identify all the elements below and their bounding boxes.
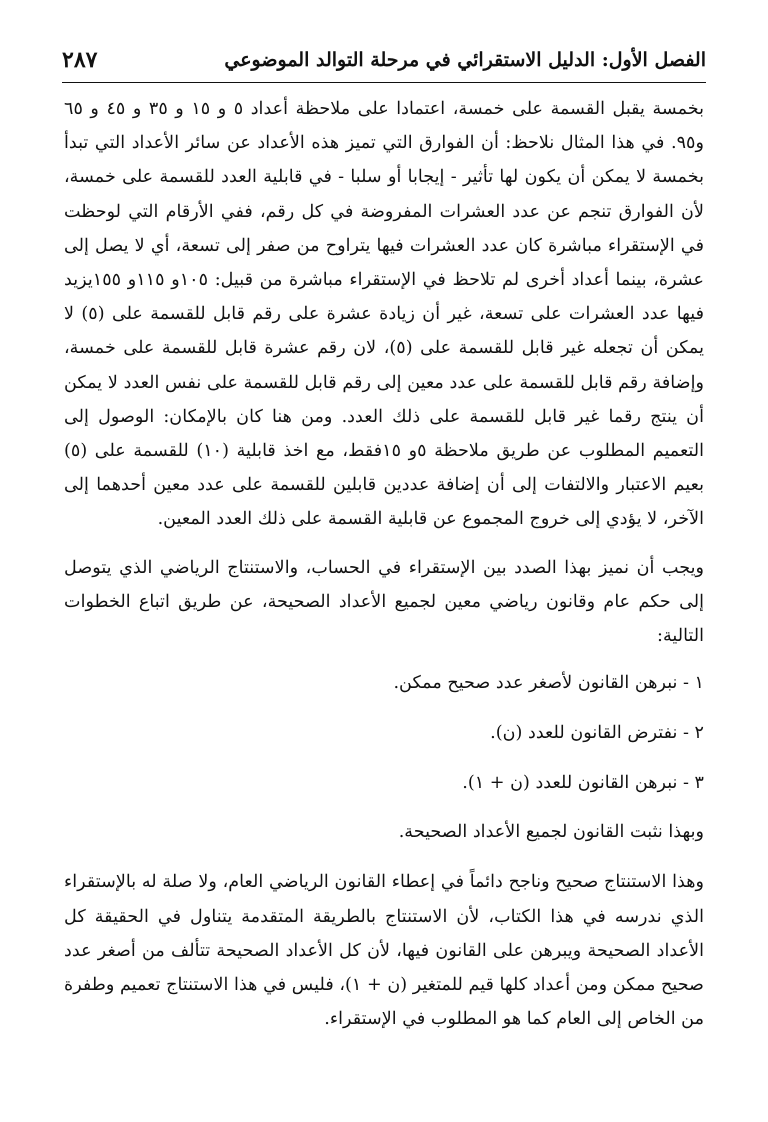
step-item-2: ٢ - نفترض القانون للعدد (ن). — [490, 723, 704, 744]
step-item-1: ١ - نبرهن القانون لأصغر عدد صحيح ممكن. — [393, 673, 704, 694]
paragraph-4: وهذا الاستنتاج صحيح وناجح دائماً في إعطاء القانون الرياضي العام، ولا صلة له بالإستقراء الذي ندرسه في هذا الكتاب، لأن الاستنتاج بالطريقة المتقدمة يتناول في الحقيقة كل الأعداد الصحيحة ويبرهن على القانون فيها، لأن كل الأعداد الصحيحة تتألف من أصغر عدد صحيح ممكن ومن أعداد كلها قيم للمتغير (ن + ١)، فليس في هذا الاستنتاج تعميم وطفرة من الخاص إلى العام كما هو المطلوب في الإستقراء. — [64, 872, 704, 1030]
step-item-3: ٣ - نبرهن القانون للعدد (ن + ١). — [462, 773, 704, 794]
paragraph-2: ويجب أن نميز بهذا الصدد بين الإستقراء في الحساب، والاستنتاج الرياضي الذي يتوصل إلى حكم عام وقانون رياضي معين لجميع الأعداد الصحيحة، عن طريق اتباع الخطوات التالية: — [64, 557, 704, 647]
page-number: ٢٨٧ — [62, 47, 98, 73]
steps-list — [64, 665, 704, 801]
chapter-title: الفصل الأول: الدليل الاستقرائي في مرحلة التوالد الموضوعي — [224, 49, 706, 71]
page-body — [64, 92, 704, 1036]
paragraph-1: بخمسة يقبل القسمة على خمسة، اعتمادا على ملاحظة أعداد ٥ و ١٥ و ٣٥ و ٤٥ و ٦٥ و٩٥. في هذا المثال نلاحظ: أن الفوارق التي تميز هذه الأعداد عن سائر الأعداد التي تبدأ بخمسة لا يمكن أن يكون لها تأثير - إيجابا أو سلبا - في قابلية العدد للقسمة على خمسة، لأن الفوارق تنجم عن عدد العشرات المفروضة في كل رقم، ففي الأرقام التي لوحظت في الإستقراء مباشرة كان عدد العشرات فيها يتراوح من صفر إلى تسعة، أي لا يصل إلى عشرة، بينما أعداد أخرى لم تلاحظ في الإستقراء مباشرة من قبيل: ١٠٥و ١١٥و ١٥٥يزيد فيها عدد العشرات على تسعة، غير أن زيادة عشرة على رقم قابل للقسمة على (٥) لا يمكن أن تجعله غير قابل للقسمة على (٥)، لان رقم عشرة قابل للقسمة على خمسة، وإضافة رقم قابل للقسمة على عدد معين إلى رقم قابل للقسمة على نفس العدد لا يمكن أن ينتج رقما غير قابل للقسمة على ذلك العدد. ومن هنا كان بالإمكان: الوصول إلى التعميم المطلوب عن طريق ملاحظة ٥و ١٥فقط، مع اخذ قابلية (١٠) للقسمة على (٥) بعيم الاعتبار والالتفات إلى أن إضافة عددين قابلين للقسمة على عدد معين أحدهما إلى الآخر، لا يؤدي إلى خروج المجموع عن قابلية القسمة على ذلك العدد المعين. — [64, 99, 705, 530]
paragraph-3: وبهذا نثبت القانون لجميع الأعداد الصحيحة. — [398, 822, 704, 843]
page-header — [62, 38, 706, 83]
